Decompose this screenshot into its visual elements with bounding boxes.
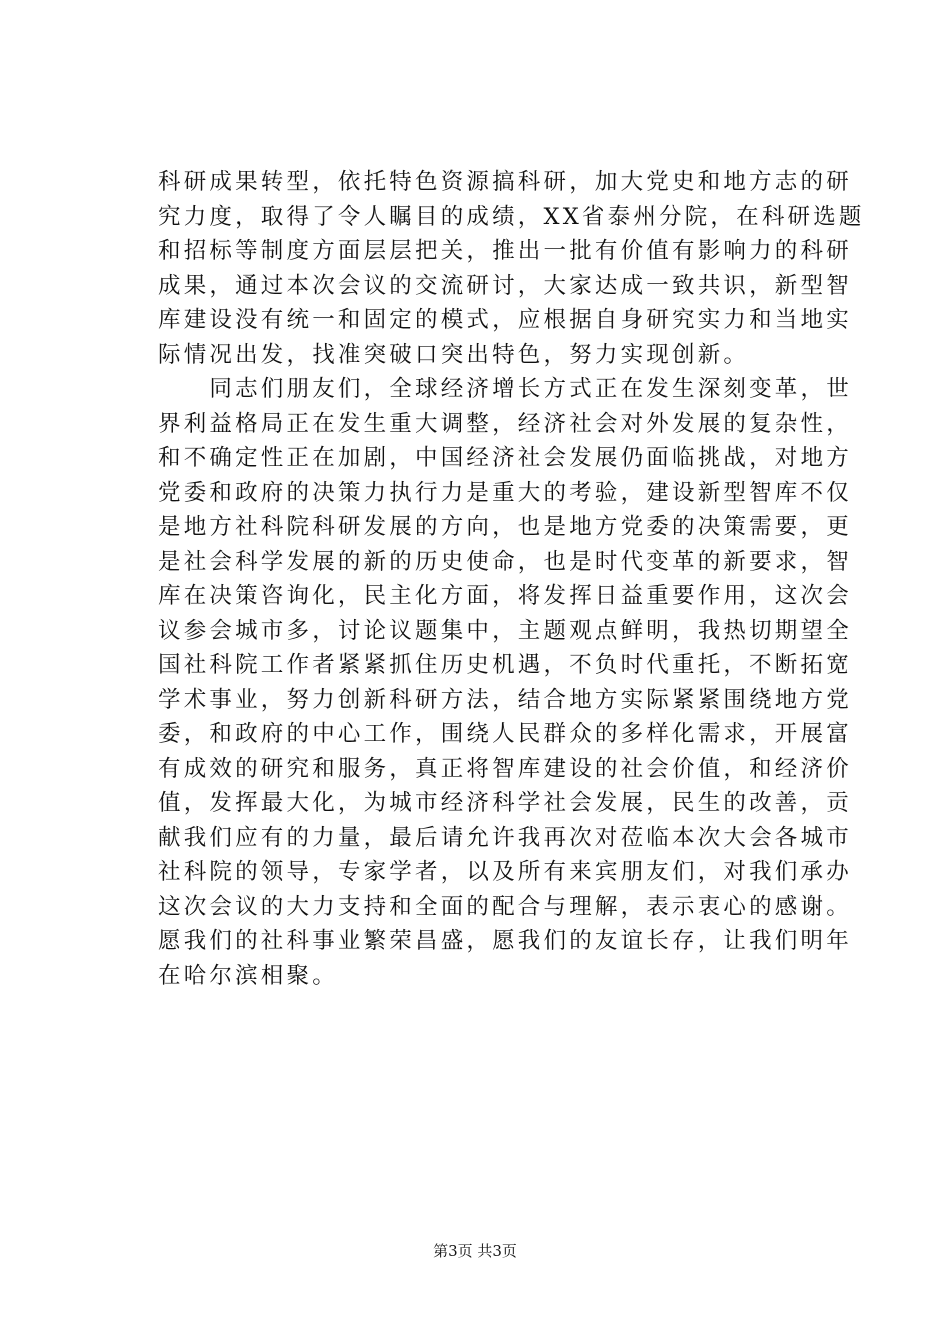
text-line: 科研成果转型，依托特色资源搞科研，加大党史和地方志的研 xyxy=(158,169,852,195)
text-line: 献我们应有的力量，最后请允许我再次对莅临本次大会各城市 xyxy=(158,824,852,851)
text-line: 同志们朋友们，全球经济增长方式正在发生深刻变革，世 xyxy=(158,376,852,402)
text-line: 库在决策咨询化，民主化方面，将发挥日益重要作用，这次会 xyxy=(158,583,852,609)
text-line: 委，和政府的中心工作，围绕人民群众的多样化需求，开展富 xyxy=(158,721,852,747)
text-line: 这次会议的大力支持和全面的配合与理解，表示衷心的感谢。 xyxy=(158,893,852,920)
text-line: 社科院的领导，专家学者，以及所有来宾朋友们，对我们承办 xyxy=(158,859,852,885)
text-line: 在哈尔滨相聚。 xyxy=(158,962,338,989)
text-line: 学术事业，努力创新科研方法，结合地方实际紧紧围绕地方党 xyxy=(158,686,852,713)
text-line: 有成效的研究和服务，真正将智库建设的社会价值，和经济价 xyxy=(158,755,852,782)
text-line: 愿我们的社科事业繁荣昌盛，愿我们的友谊长存，让我们明年 xyxy=(158,928,852,954)
text-line: 议参会城市多，讨论议题集中，主题观点鲜明，我热切期望全 xyxy=(158,617,852,644)
text-line: 值，发挥最大化，为城市经济科学社会发展，民生的改善，贡 xyxy=(158,790,852,816)
text-line: 国社科院工作者紧紧抓住历史机遇，不负时代重托，不断拓宽 xyxy=(158,652,852,678)
text-line: 库建设没有统一和固定的模式，应根据自身研究实力和当地实 xyxy=(158,307,852,333)
text-line: 际情况出发，找准突破口突出特色，努力实现创新。 xyxy=(158,341,750,368)
body-text xyxy=(158,165,865,993)
text-line: 成果，通过本次会议的交流研讨，大家达成一致共识，新型智 xyxy=(158,272,852,299)
text-line: 和招标等制度方面层层把关，推出一批有价值有影响力的科研 xyxy=(158,238,852,264)
text-line: 是社会科学发展的新的历史使命，也是时代变革的新要求，智 xyxy=(158,548,852,575)
page-number-label: 第3页 共3页 xyxy=(433,1242,517,1260)
text-line: 究力度，取得了令人瞩目的成绩，XX省泰州分院，在科研选题 xyxy=(158,203,865,230)
text-line: 和不确定性正在加剧，中国经济社会发展仍面临挑战，对地方 xyxy=(158,445,852,471)
page-footer xyxy=(0,1241,950,1261)
text-line: 界利益格局正在发生重大调整，经济社会对外发展的复杂性， xyxy=(158,410,852,437)
text-line: 是地方社科院科研发展的方向，也是地方党委的决策需要，更 xyxy=(158,514,852,540)
text-line: 党委和政府的决策力执行力是重大的考验，建设新型智库不仅 xyxy=(158,479,852,506)
